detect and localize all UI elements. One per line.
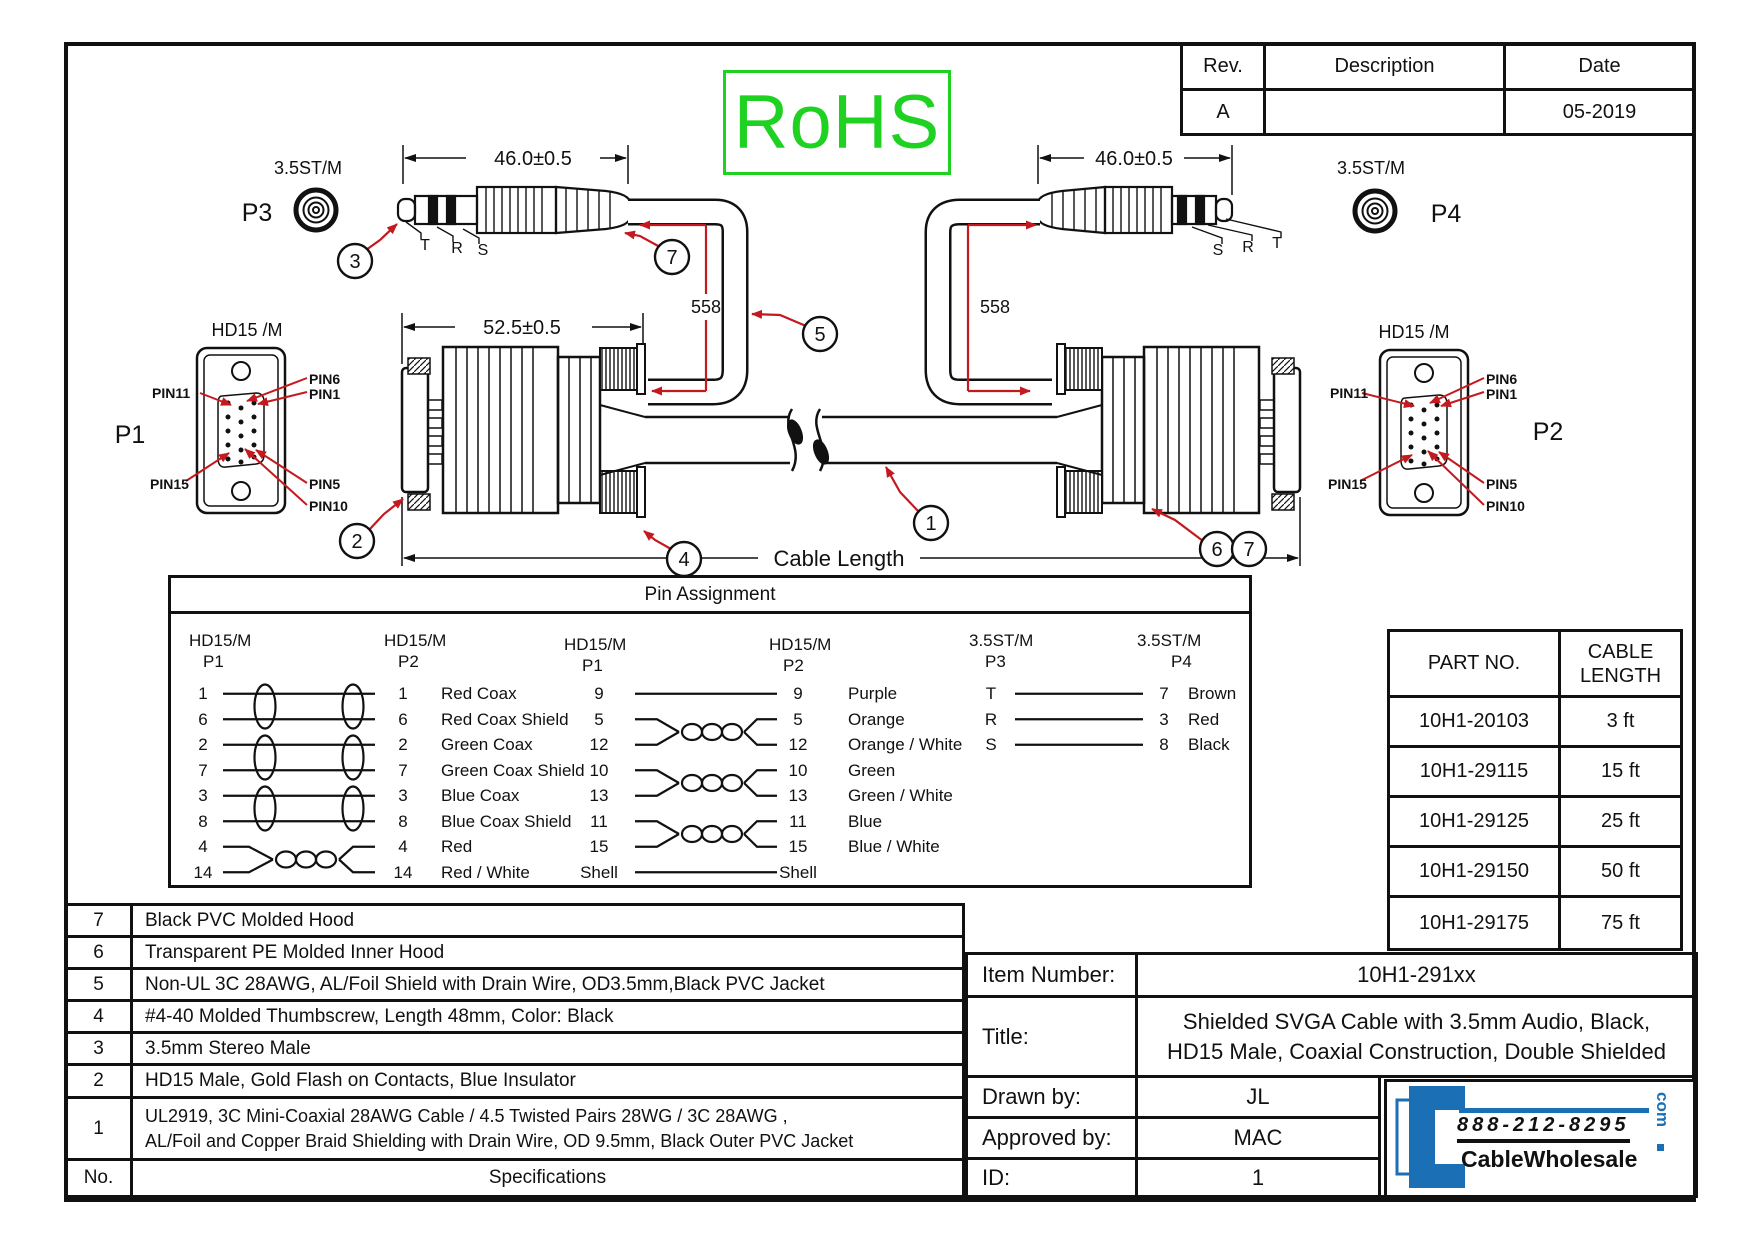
pin-cell: Black bbox=[1188, 735, 1230, 754]
date-value: 05-2019 bbox=[1562, 100, 1637, 123]
pin-cell: 9 bbox=[594, 684, 604, 703]
drawn-label-cell bbox=[968, 1078, 1138, 1119]
rev-value: A bbox=[1216, 100, 1230, 123]
g3-wire-symbols bbox=[1011, 681, 1147, 761]
pin-cell: 5 bbox=[594, 709, 604, 729]
pin-cell: 11 bbox=[590, 811, 608, 831]
spec-no-cell bbox=[67, 1066, 133, 1099]
spec-text-cell bbox=[133, 970, 962, 1002]
pin-cell: 5 bbox=[793, 709, 803, 729]
approved-label-cell bbox=[968, 1119, 1138, 1160]
spec-no-cell bbox=[67, 1099, 133, 1161]
g2-p1: P1 bbox=[582, 656, 603, 675]
drawn-by-value: JL bbox=[1246, 1084, 1270, 1109]
id-label: ID: bbox=[982, 1164, 1011, 1190]
pin-cell: Shell bbox=[779, 862, 817, 882]
g3-col-labels bbox=[1188, 681, 1248, 758]
pin-cell: 7 bbox=[1159, 684, 1169, 703]
pin-cell: Green Coax Shield bbox=[441, 760, 585, 780]
part-row-cell bbox=[1561, 698, 1680, 748]
pin6-left-label: PIN6 bbox=[309, 371, 341, 387]
pin-cell: Orange / White bbox=[848, 735, 963, 754]
vga-connector-right-drawing bbox=[1057, 344, 1300, 517]
g2-p1-header bbox=[564, 634, 626, 676]
part-header-cell bbox=[1390, 632, 1561, 698]
item-value-cell bbox=[1138, 955, 1695, 998]
g3-col-b bbox=[1144, 681, 1184, 758]
g3-h1: 3.5ST/M bbox=[969, 631, 1034, 650]
pin10-right-label: PIN10 bbox=[1486, 498, 1525, 514]
spec-no-cell bbox=[67, 1002, 133, 1034]
trs-t-right-label: T bbox=[1272, 235, 1282, 252]
g3-p3-header bbox=[969, 630, 1033, 672]
part-row-cell bbox=[1390, 748, 1561, 798]
main-cable-drawing bbox=[645, 409, 1057, 471]
item-number-value: 10H1-291xx bbox=[1357, 962, 1476, 987]
title-line1: Shielded SVGA Cable with 3.5mm Audio, Black, bbox=[1182, 1008, 1651, 1034]
spec-text-cell bbox=[133, 1066, 962, 1099]
callout-1: 1 bbox=[925, 513, 937, 535]
callout-7-right: 7 bbox=[1243, 539, 1255, 561]
pin-cell: 3 bbox=[198, 786, 208, 805]
pin-cell: 13 bbox=[589, 786, 609, 805]
logo-tld bbox=[1652, 1092, 1672, 1127]
g1-col-b bbox=[383, 681, 423, 885]
g1-p2-header bbox=[384, 630, 446, 672]
item-label-cell bbox=[968, 955, 1138, 998]
trs-right-leaders bbox=[1192, 219, 1281, 244]
length-header-line2: LENGTH bbox=[1579, 664, 1662, 687]
port-p3-label: P3 bbox=[241, 199, 273, 227]
pin-cell: 11 bbox=[789, 811, 807, 831]
logo-phone-number: 888-212-8295 bbox=[1457, 1114, 1630, 1136]
pin-cell: Blue Coax Shield bbox=[441, 811, 572, 831]
spec-text: #4-40 Molded Thumbscrew, Length 48mm, Color: Black bbox=[145, 1005, 614, 1027]
spec-text-cell bbox=[133, 1099, 962, 1161]
part-no: 10H1-29150 bbox=[1418, 860, 1530, 882]
g1-col-a bbox=[183, 681, 223, 885]
port-p4-label: P4 bbox=[1430, 200, 1462, 228]
g1-p1-header bbox=[189, 630, 251, 672]
date-value-cell bbox=[1506, 91, 1693, 133]
pin-assignment-table bbox=[168, 575, 1252, 888]
part-row-cell bbox=[1390, 898, 1561, 948]
spec-no-cell bbox=[67, 1034, 133, 1066]
spec-footer-label: Specifications bbox=[488, 1167, 607, 1188]
audio-wire-length-left-text: 558 bbox=[690, 297, 722, 317]
part-header-label: PART NO. bbox=[1427, 652, 1521, 674]
g2-col-b bbox=[768, 681, 828, 885]
callout-6: 6 bbox=[1211, 539, 1223, 561]
hd15-type-right-label: HD15 /M bbox=[1378, 322, 1450, 342]
pin15-left-label: PIN15 bbox=[150, 476, 189, 492]
g1-wire-symbols bbox=[223, 681, 383, 885]
spec-text-cell bbox=[133, 906, 962, 938]
spec-text: HD15 Male, Gold Flash on Contacts, Blue Insulator bbox=[145, 1070, 576, 1091]
part-row-cell bbox=[1390, 698, 1561, 748]
g2-h2: HD15/M bbox=[769, 635, 832, 654]
spec-no: 1 bbox=[93, 1117, 104, 1139]
spec-footer-no: No. bbox=[83, 1167, 114, 1188]
trs-left-leaders bbox=[406, 222, 479, 244]
pin-cell: 13 bbox=[788, 786, 808, 805]
pin-cell: 1 bbox=[398, 684, 408, 703]
audio-plug-left-drawing bbox=[398, 187, 630, 233]
title-label-cell bbox=[968, 998, 1138, 1078]
pin-cell: Blue bbox=[848, 811, 883, 831]
pin-cell: Red / White bbox=[441, 862, 530, 882]
vga-connector-left-drawing bbox=[402, 344, 645, 517]
spec-text: 3.5mm Stereo Male bbox=[145, 1037, 311, 1059]
g1-h2: HD15/M bbox=[384, 631, 447, 650]
pin-cell: T bbox=[985, 684, 997, 703]
g3-p4: P4 bbox=[1171, 652, 1192, 671]
rev-value-cell bbox=[1183, 91, 1266, 133]
pin15-right-label: PIN15 bbox=[1328, 476, 1367, 492]
spec-no: 6 bbox=[93, 941, 104, 963]
pin-cell: 2 bbox=[198, 735, 208, 754]
audio-type-right-label: 3.5ST/M bbox=[1336, 158, 1406, 178]
g3-p4-header bbox=[1137, 630, 1201, 672]
pin-cell: Red Coax bbox=[441, 684, 517, 703]
logo-phone bbox=[1457, 1114, 1630, 1143]
trs-s-right-label: S bbox=[1212, 242, 1224, 259]
port-p2-label: P2 bbox=[1532, 418, 1564, 446]
dim-audio-right-text: 46.0±0.5 bbox=[1095, 148, 1173, 170]
pin-assignment-title: Pin Assignment bbox=[644, 583, 776, 605]
pin-cell: 7 bbox=[398, 760, 408, 780]
g2-h1: HD15/M bbox=[564, 635, 627, 654]
trs-s-left-label: S bbox=[477, 242, 489, 259]
pin-cell: 9 bbox=[793, 684, 803, 703]
cable-len: 15 ft bbox=[1601, 760, 1640, 782]
audio-plug-right-drawing bbox=[1038, 187, 1232, 233]
dim-vga-text: 52.5±0.5 bbox=[483, 317, 561, 339]
spec-text: Black PVC Molded Hood bbox=[145, 909, 355, 931]
pin-cell: Orange bbox=[848, 709, 905, 729]
item-number-label: Item Number: bbox=[982, 962, 1116, 987]
g2-p2-header bbox=[769, 634, 831, 676]
pin-cell: 15 bbox=[788, 837, 808, 856]
rohs-badge bbox=[723, 70, 951, 175]
hd15-face-left-icon bbox=[197, 348, 285, 513]
spec-no: 7 bbox=[93, 909, 104, 931]
callout-7-left: 7 bbox=[666, 247, 678, 269]
part-row-cell bbox=[1561, 898, 1680, 948]
part-no: 10H1-29115 bbox=[1419, 760, 1529, 782]
pin-assignment-title-row bbox=[171, 578, 1249, 614]
part-row-cell bbox=[1390, 798, 1561, 848]
cable-len: 3 ft bbox=[1606, 710, 1635, 732]
drawn-by-label: Drawn by: bbox=[982, 1084, 1082, 1109]
pin1-left-label: PIN1 bbox=[309, 386, 341, 402]
part-no: 10H1-29125 bbox=[1418, 810, 1530, 832]
part-no: 10H1-20103 bbox=[1418, 710, 1530, 732]
spec-no: 5 bbox=[93, 973, 104, 995]
dim-audio-left-text: 46.0±0.5 bbox=[494, 148, 572, 170]
cable-len: 25 ft bbox=[1601, 810, 1640, 832]
trs-r-right-label: R bbox=[1242, 239, 1254, 256]
logo-company-name: CableWholesale bbox=[1461, 1146, 1638, 1172]
rohs-label: RoHS bbox=[733, 80, 941, 165]
g2-col-a bbox=[569, 681, 629, 885]
pin-cell: 7 bbox=[198, 760, 208, 780]
g3-col-a bbox=[971, 681, 1011, 758]
pin5-left-label: PIN5 bbox=[309, 476, 341, 492]
spec-text-line2: AL/Foil and Copper Braid Shielding with Drain Wire, OD 9.5mm, Black Outer PVC Jacket bbox=[145, 1130, 854, 1151]
pin-cell: Red Coax Shield bbox=[441, 709, 569, 729]
part-row-cell bbox=[1561, 748, 1680, 798]
pin-cell: Green Coax bbox=[441, 735, 533, 754]
callout-3: 3 bbox=[349, 251, 361, 273]
logo-tld-dot bbox=[1657, 1144, 1664, 1151]
pin-cell: 14 bbox=[393, 862, 413, 882]
pin-cell: 10 bbox=[788, 760, 808, 780]
spec-no: 2 bbox=[93, 1070, 104, 1091]
spec-footer-no-cell bbox=[67, 1161, 133, 1195]
logo-name bbox=[1461, 1146, 1637, 1173]
spec-no-cell bbox=[67, 906, 133, 938]
desc-header-label: Description bbox=[1334, 55, 1435, 77]
spec-footer-label-cell bbox=[133, 1161, 962, 1195]
audio-wire-length-right-text: 558 bbox=[979, 297, 1011, 317]
port-p1-label: P1 bbox=[114, 421, 146, 449]
pin-cell: 15 bbox=[589, 837, 609, 856]
title-value-cell bbox=[1138, 998, 1695, 1078]
rev-header-cell bbox=[1183, 45, 1266, 91]
date-header-cell bbox=[1506, 45, 1693, 91]
pin-cell: 2 bbox=[398, 735, 408, 754]
drawn-value-cell bbox=[1138, 1078, 1381, 1119]
hd15-face-right-icon bbox=[1380, 350, 1468, 515]
pin-cell: Blue / White bbox=[848, 837, 940, 856]
logo-blue-bar bbox=[1459, 1108, 1649, 1113]
callout-2: 2 bbox=[351, 531, 363, 553]
g3-p3: P3 bbox=[985, 652, 1006, 671]
trs-r-left-label: R bbox=[451, 240, 463, 257]
logo-tld-text: com bbox=[1653, 1092, 1672, 1127]
pin1-right-label: PIN1 bbox=[1486, 386, 1518, 402]
audio-jack-face-left-icon bbox=[296, 190, 336, 230]
hd15-type-left-label: HD15 /M bbox=[211, 320, 283, 340]
pin-cell: 8 bbox=[198, 811, 208, 831]
g2-wire-symbols bbox=[631, 681, 781, 885]
spec-text: Non-UL 3C 28AWG, AL/Foil Shield with Drain Wire, OD3.5mm,Black PVC Jacket bbox=[145, 973, 825, 995]
title-label: Title: bbox=[982, 1023, 1029, 1049]
part-row-cell bbox=[1390, 848, 1561, 898]
spec-text-cell bbox=[133, 938, 962, 970]
rev-header-label: Rev. bbox=[1203, 55, 1243, 77]
g1-h1: HD15/M bbox=[189, 631, 252, 650]
date-header-label: Date bbox=[1578, 55, 1621, 77]
part-row-cell bbox=[1561, 798, 1680, 848]
g2-p2: P2 bbox=[783, 656, 804, 675]
g1-p1: P1 bbox=[203, 652, 224, 671]
pin-cell: 4 bbox=[198, 837, 208, 856]
cable-len: 50 ft bbox=[1601, 860, 1640, 882]
pin-cell: 8 bbox=[1159, 735, 1169, 754]
pin-cell: 3 bbox=[1159, 709, 1169, 729]
pin-cell: 6 bbox=[198, 709, 208, 729]
approved-by-value: MAC bbox=[1233, 1125, 1283, 1150]
pin-cell: 4 bbox=[398, 837, 408, 856]
pin-cell: Green bbox=[848, 760, 896, 780]
pin-cell: Green / White bbox=[848, 786, 953, 805]
cable-length-text: Cable Length bbox=[773, 546, 905, 571]
g1-p2: P2 bbox=[398, 652, 419, 671]
part-row-cell bbox=[1561, 848, 1680, 898]
desc-header-cell bbox=[1266, 45, 1506, 91]
pin-cell: 10 bbox=[589, 760, 609, 780]
pin11-right-label: PIN11 bbox=[1330, 385, 1369, 401]
callout-5: 5 bbox=[814, 324, 826, 346]
audio-jack-face-right-icon bbox=[1355, 191, 1395, 231]
approved-value-cell bbox=[1138, 1119, 1381, 1160]
part-no: 10H1-29175 bbox=[1418, 911, 1530, 934]
spec-no: 3 bbox=[93, 1037, 104, 1059]
pin6-right-label: PIN6 bbox=[1486, 371, 1518, 387]
pin11-left-label: PIN11 bbox=[152, 385, 191, 401]
callout-4: 4 bbox=[678, 549, 690, 571]
spec-no: 4 bbox=[93, 1005, 104, 1027]
desc-value-cell bbox=[1266, 91, 1506, 133]
revision-table bbox=[1180, 42, 1696, 136]
pin-cell: Shell bbox=[580, 862, 618, 882]
spec-text: Transparent PE Molded Inner Hood bbox=[145, 941, 445, 963]
length-header-line1: CABLE bbox=[1587, 640, 1654, 663]
pin-cell: 8 bbox=[398, 811, 408, 831]
pin-cell: S bbox=[985, 735, 997, 754]
length-header-cell bbox=[1561, 632, 1680, 698]
id-label-cell bbox=[968, 1160, 1138, 1195]
pin-cell: 14 bbox=[193, 862, 213, 882]
spec-text-cell bbox=[133, 1034, 962, 1066]
pin-cell: Red bbox=[1188, 709, 1220, 729]
pin10-left-label: PIN10 bbox=[309, 498, 348, 514]
callout-circles bbox=[338, 240, 1266, 576]
g3-h2: 3.5ST/M bbox=[1137, 631, 1202, 650]
pin-cell: 1 bbox=[198, 684, 208, 703]
pin5-right-label: PIN5 bbox=[1486, 476, 1518, 492]
spec-no-cell bbox=[67, 938, 133, 970]
spec-text-line1: UL2919, 3C Mini-Coaxial 28AWG Cable / 4.5 Twisted Pairs 28WG / 3C 28AWG , bbox=[145, 1105, 788, 1126]
id-value-cell bbox=[1138, 1160, 1381, 1195]
spec-text-cell bbox=[133, 1002, 962, 1034]
pin-cell: 3 bbox=[398, 786, 408, 805]
pin-cell: 12 bbox=[788, 735, 808, 754]
spec-no-cell bbox=[67, 970, 133, 1002]
approved-by-label: Approved by: bbox=[982, 1125, 1112, 1150]
trs-t-left-label: T bbox=[420, 237, 430, 254]
pin-cell: R bbox=[984, 709, 998, 729]
pin-cell: Purple bbox=[848, 684, 898, 703]
cable-len: 75 ft bbox=[1601, 911, 1640, 934]
audio-type-left-label: 3.5ST/M bbox=[273, 158, 343, 178]
pin-cell: 12 bbox=[589, 735, 609, 754]
pin-cell: 6 bbox=[398, 709, 408, 729]
part-number-table bbox=[1387, 629, 1683, 951]
pin-cell: Blue Coax bbox=[441, 786, 520, 805]
id-value: 1 bbox=[1251, 1164, 1265, 1190]
pin-cell: Red bbox=[441, 837, 473, 856]
pin-cell bbox=[848, 860, 998, 886]
cablewholesale-logo bbox=[1384, 1079, 1696, 1198]
pin-cell: Brown bbox=[1188, 684, 1237, 703]
specifications-table bbox=[64, 903, 965, 1198]
title-line2: HD15 Male, Coaxial Construction, Double Shielded bbox=[1167, 1038, 1666, 1064]
